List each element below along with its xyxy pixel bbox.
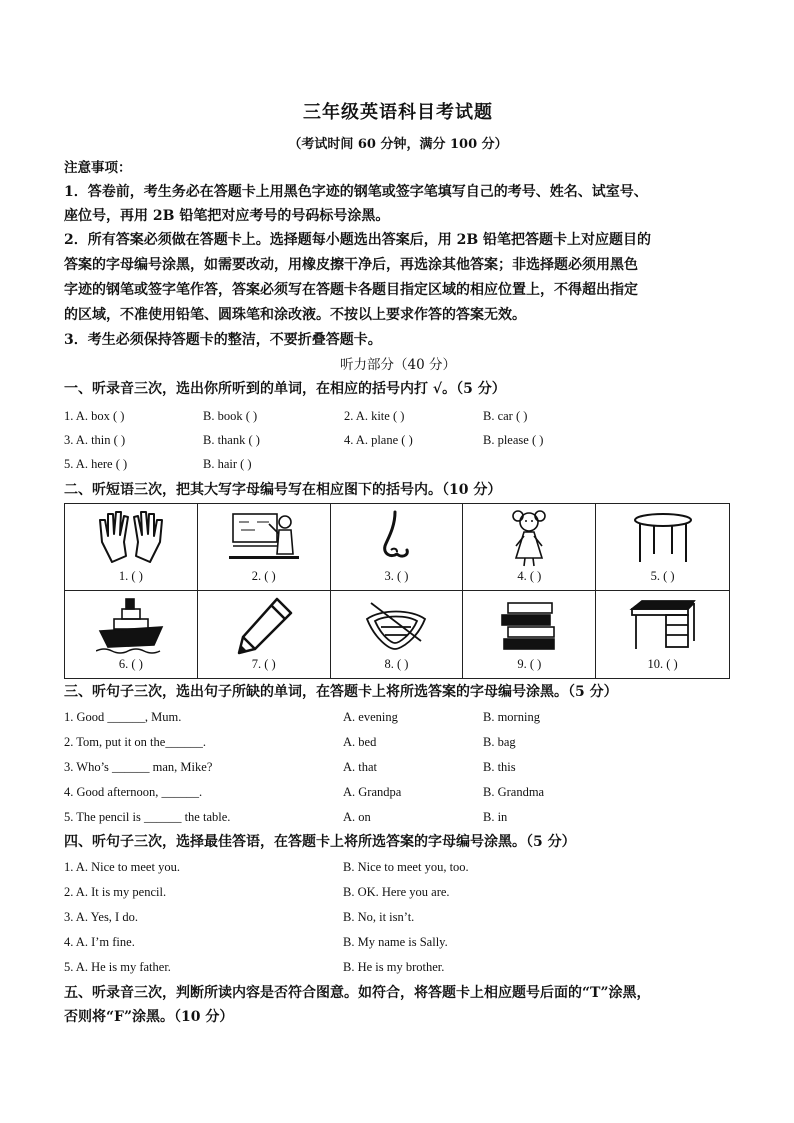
s3-option-a: A. on — [343, 810, 371, 824]
girl-icon — [494, 508, 564, 568]
pencil-icon — [229, 595, 299, 655]
section2-heading: 二、听短语三次，把其大写字母编号写在相应图下的括号内。（10 分） — [64, 482, 502, 498]
picture-label: 10. ( ) — [647, 657, 678, 671]
table-icon — [628, 508, 698, 568]
s4-option-a: 4. A. I’m fine. — [64, 935, 135, 949]
nose-icon — [361, 508, 431, 568]
s4-option-b: B. No, it isn’t. — [343, 910, 415, 924]
picture-cell — [331, 591, 464, 678]
s3-question: 3. Who’s ______ man, Mike? — [64, 760, 213, 774]
teacher-icon — [229, 508, 299, 568]
picture-cell — [331, 504, 464, 591]
picture-cell — [463, 591, 596, 678]
s3-option-a: A. bed — [343, 735, 377, 749]
s4-option-b: B. OK. Here you are. — [343, 885, 450, 899]
notes-line: 字迹的钢笔或签字笔作答，答案必须写在答题卡各题目指定区域的相应位置上，不得超出指定 — [64, 282, 638, 298]
s4-option-b: B. He is my brother. — [343, 960, 445, 974]
s1-item: B. hair ( ) — [203, 457, 252, 471]
section4-heading: 四、听句子三次，选择最佳答语，在答题卡上将所选答案的字母编号涂黑。（5 分） — [64, 834, 576, 850]
picture-cell — [596, 591, 729, 678]
s1-item: 3. A. thin ( ) — [64, 433, 126, 447]
s3-option-b: B. Grandma — [483, 785, 545, 799]
section5-heading-cont: 否则将“F”涂黑。（10 分） — [64, 1009, 234, 1025]
picture-cell — [65, 504, 198, 591]
picture-label: 1. ( ) — [118, 569, 143, 583]
listening-title: 听力部分（40 分） — [340, 357, 456, 373]
s1-item: B. thank ( ) — [203, 433, 260, 447]
picture-grid — [64, 503, 730, 679]
s1-item: 5. A. here ( ) — [64, 457, 128, 471]
notes-heading: 注意事项： — [64, 160, 132, 176]
ship-icon — [96, 595, 166, 655]
picture-cell — [463, 504, 596, 591]
picture-cell — [198, 591, 331, 678]
s3-option-a: A. evening — [343, 710, 398, 724]
section3-heading: 三、听句子三次，选出句子所缺的单词，在答题卡上将所选答案的字母编号涂黑。（5 分） — [64, 684, 618, 700]
picture-label: 7. ( ) — [251, 657, 276, 671]
s3-question: 4. Good afternoon, ______. — [64, 785, 203, 799]
boat-icon — [361, 595, 431, 655]
notes-line: 座位号，再用 2B 铅笔把对应考号的号码标号涂黑。 — [64, 208, 390, 224]
picture-label: 3. ( ) — [384, 569, 409, 583]
notes-line: 3．考生必须保持答题卡的整洁，不要折叠答题卡。 — [64, 332, 382, 348]
s4-option-a: 1. A. Nice to meet you. — [64, 860, 180, 874]
s4-option-a: 2. A. It is my pencil. — [64, 885, 167, 899]
notes-line: 的区域，不准使用铅笔、圆珠笔和涂改液。不按以上要求作答的答案无效。 — [64, 307, 526, 323]
picture-label: 5. ( ) — [650, 569, 675, 583]
s1-item: B. car ( ) — [483, 409, 528, 423]
section1-heading: 一、听录音三次，选出你所听到的单词，在相应的括号内打 √。（5 分） — [64, 381, 506, 397]
notes-line: 2．所有答案必须做在答题卡上。选择题每小题选出答案后，用 2B 铅笔把答题卡上对应题目的 — [64, 232, 652, 248]
s3-question: 5. The pencil is ______ the table. — [64, 810, 231, 824]
s3-option-b: B. morning — [483, 710, 540, 724]
picture-cell — [596, 504, 729, 591]
notes-line: 1．答卷前，考生务必在答题卡上用黑色字迹的钢笔或签字笔填写自己的考号、姓名、试室号、 — [64, 184, 648, 200]
picture-cell — [198, 504, 331, 591]
s4-option-b: B. My name is Sally. — [343, 935, 448, 949]
desk-icon — [628, 595, 698, 655]
s1-item: 1. A. box ( ) — [64, 409, 125, 423]
s4-option-a: 3. A. Yes, I do. — [64, 910, 138, 924]
s3-option-a: A. that — [343, 760, 378, 774]
s1-item: 4. A. plane ( ) — [344, 433, 413, 447]
picture-label: 6. ( ) — [118, 657, 143, 671]
picture-label: 2. ( ) — [251, 569, 276, 583]
s4-option-b: B. Nice to meet you, too. — [343, 860, 469, 874]
s3-option-b: B. bag — [483, 735, 516, 749]
s3-question: 1. Good ______, Mum. — [64, 710, 182, 724]
s3-option-b: B. this — [483, 760, 516, 774]
hands-icon — [96, 508, 166, 568]
section5-heading: 五、听录音三次，判断所读内容是否符合图意。如符合，将答题卡上相应题号后面的“T”涂黑， — [64, 985, 651, 1001]
s1-item: 2. A. kite ( ) — [344, 409, 405, 423]
picture-label: 4. ( ) — [517, 569, 542, 583]
s4-option-a: 5. A. He is my father. — [64, 960, 171, 974]
exam-subtitle: （考试时间 60 分钟，满分 100 分） — [288, 137, 508, 152]
books-icon — [494, 595, 564, 655]
s3-option-a: A. Grandpa — [343, 785, 402, 799]
picture-label: 9. ( ) — [517, 657, 542, 671]
exam-title: 三年级英语科目考试题 — [303, 102, 493, 123]
s3-question: 2. Tom, put it on the______. — [64, 735, 206, 749]
s3-option-b: B. in — [483, 810, 508, 824]
s1-item: B. book ( ) — [203, 409, 258, 423]
s1-item: B. please ( ) — [483, 433, 544, 447]
notes-line: 答案的字母编号涂黑，如需要改动，用橡皮擦干净后，再选涂其他答案；非选择题必须用黑色 — [64, 257, 638, 273]
picture-cell — [65, 591, 198, 678]
picture-label: 8. ( ) — [384, 657, 409, 671]
